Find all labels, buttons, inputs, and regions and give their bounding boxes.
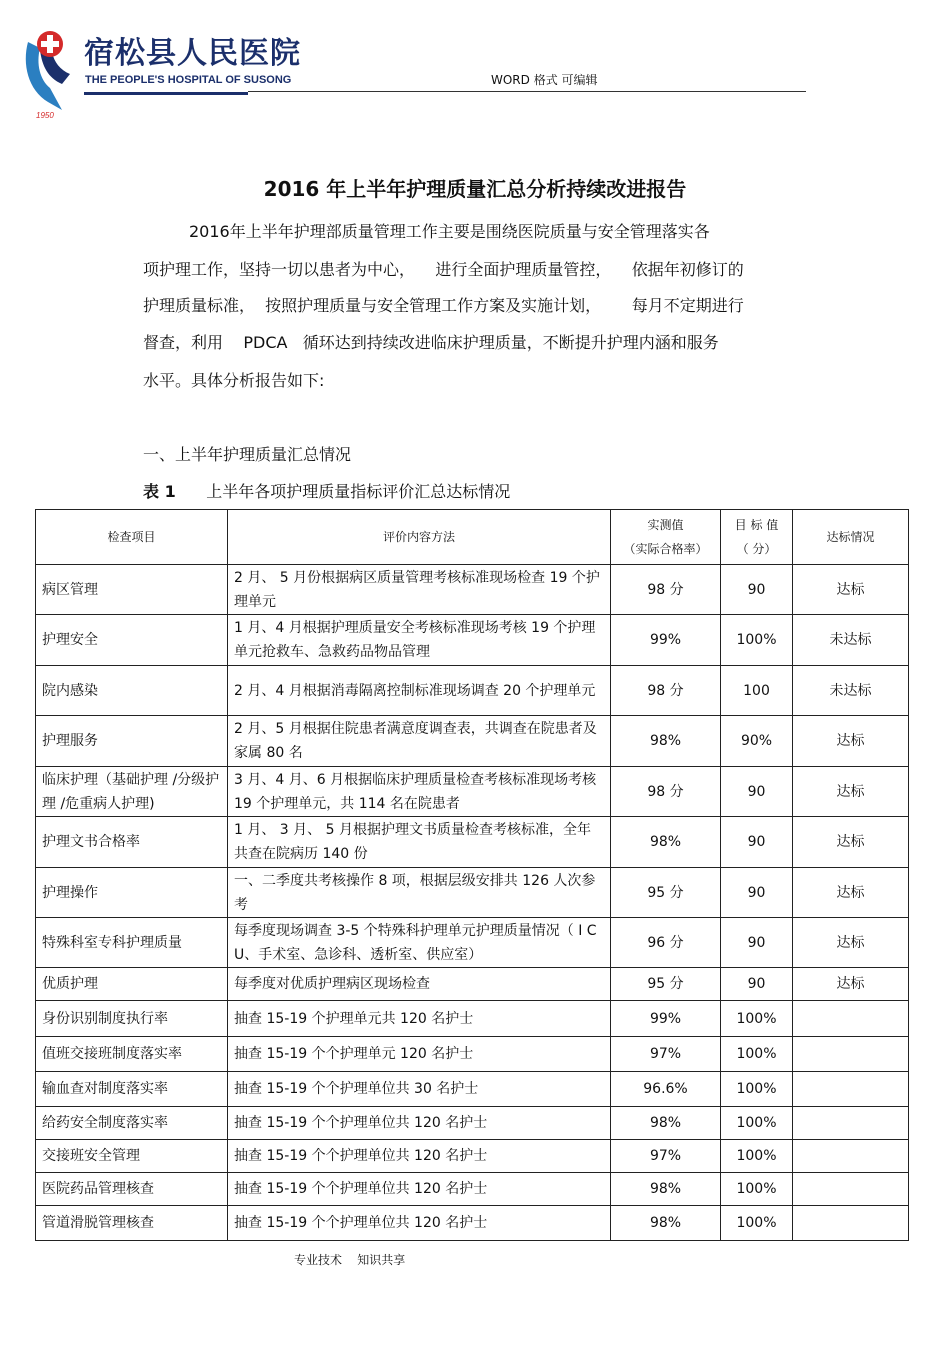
- row-target: 100%: [721, 1037, 793, 1072]
- row-item: 特殊科室专科护理质量: [36, 918, 228, 968]
- row-item: 交接班安全管理: [36, 1140, 228, 1173]
- table-row: [36, 615, 909, 666]
- row-target: 90: [721, 968, 793, 1001]
- row-status: 未达标: [793, 615, 909, 666]
- row-target: 90%: [721, 716, 793, 767]
- row-method: 抽查 15-19 个个护理单位共 120 名护士: [228, 1206, 611, 1241]
- intro-line-2: 项护理工作，坚持一切以患者为中心， 进行全面护理质量管控， 依据年初修订的: [143, 260, 744, 279]
- row-measured: 99%: [611, 1001, 721, 1037]
- row-measured: 95 分: [611, 868, 721, 918]
- row-target: 90: [721, 767, 793, 817]
- row-measured: 98 分: [611, 767, 721, 817]
- row-item: 管道滑脱管理核查: [36, 1206, 228, 1241]
- table-caption-text: 上半年各项护理质量指标评价汇总达标情况: [206, 482, 511, 501]
- table-row: [36, 968, 909, 1001]
- row-target: 100%: [721, 615, 793, 666]
- row-method: 一、二季度共考核操作 8 项，根据层级安排共 126 人次参考: [228, 868, 611, 918]
- row-method: 2 月、5 月根据住院患者满意度调查表，共调查在院患者及家属 80 名: [228, 716, 611, 767]
- row-measured: 96.6%: [611, 1072, 721, 1107]
- page-footer: 专业技术 知识共享: [294, 1253, 406, 1267]
- row-status: 达标: [793, 767, 909, 817]
- row-target: 100%: [721, 1206, 793, 1241]
- row-method: 抽查 15-19 个个护理单位共 30 名护士: [228, 1072, 611, 1107]
- row-measured: 98 分: [611, 565, 721, 615]
- intro-line-4: 督查，利用 PDCA 循环达到持续改进临床护理质量，不断提升护理内涵和服务: [143, 333, 719, 352]
- row-measured: 98 分: [611, 666, 721, 716]
- row-method: 1 月、 3 月、 5 月根据护理文书质量检查考核标准，全年共查在院病历 140 份: [228, 817, 611, 868]
- row-item: 病区管理: [36, 565, 228, 615]
- row-measured: 98%: [611, 716, 721, 767]
- row-item: 给药安全制度落实率: [36, 1107, 228, 1140]
- table-header-row: [36, 510, 909, 565]
- table-caption-label: 表 1: [143, 482, 176, 501]
- table-row: [36, 1001, 909, 1037]
- row-target: 90: [721, 868, 793, 918]
- table-row: [36, 1140, 909, 1173]
- row-item: 护理操作: [36, 868, 228, 918]
- logo-year: 1950: [36, 111, 54, 120]
- header-divider: [248, 91, 806, 92]
- row-item: 院内感染: [36, 666, 228, 716]
- table-row: [36, 666, 909, 716]
- row-item: 护理安全: [36, 615, 228, 666]
- row-status: [793, 1072, 909, 1107]
- row-method: 2 月、4 月根据消毒隔离控制标准现场调查 20 个护理单元: [228, 666, 611, 716]
- row-status: 达标: [793, 968, 909, 1001]
- section-heading: 一、上半年护理质量汇总情况: [143, 445, 352, 464]
- row-item: 医院药品管理核查: [36, 1173, 228, 1206]
- row-measured: 98%: [611, 817, 721, 868]
- header-measured: 实测值 （实际合格率）: [611, 510, 721, 565]
- intro-line-5: 水平。具体分析报告如下:: [143, 371, 325, 390]
- row-measured: 98%: [611, 1107, 721, 1140]
- row-status: [793, 1206, 909, 1241]
- row-target: 100: [721, 666, 793, 716]
- table-caption: [143, 479, 510, 502]
- row-item: 护理服务: [36, 716, 228, 767]
- report-title: 2016 年上半年护理质量汇总分析持续改进报告: [263, 177, 687, 201]
- row-method: 抽查 15-19 个个护理单位共 120 名护士: [228, 1107, 611, 1140]
- row-measured: 99%: [611, 615, 721, 666]
- row-target: 100%: [721, 1001, 793, 1037]
- row-status: [793, 1001, 909, 1037]
- table-row: [36, 868, 909, 918]
- row-item: 值班交接班制度落实率: [36, 1037, 228, 1072]
- hospital-logo: [22, 24, 78, 120]
- quality-summary-table: [35, 509, 909, 1241]
- row-status: 达标: [793, 868, 909, 918]
- table-row: [36, 1072, 909, 1107]
- row-measured: 95 分: [611, 968, 721, 1001]
- table-row: [36, 1206, 909, 1241]
- table-row: [36, 1107, 909, 1140]
- row-method: 抽查 15-19 个护理单元共 120 名护士: [228, 1001, 611, 1037]
- row-target: 100%: [721, 1072, 793, 1107]
- row-status: [793, 1173, 909, 1206]
- header-status: 达标情况: [793, 510, 909, 565]
- table-row: [36, 1173, 909, 1206]
- row-measured: 97%: [611, 1140, 721, 1173]
- table-row: [36, 716, 909, 767]
- header-method: 评价内容方法: [228, 510, 611, 565]
- row-status: 达标: [793, 918, 909, 968]
- table-row: [36, 1037, 909, 1072]
- header-note: WORD 格式 可编辑: [491, 73, 598, 87]
- row-item: 身份识别制度执行率: [36, 1001, 228, 1037]
- row-status: 达标: [793, 817, 909, 868]
- intro-line-3: 护理质量标准， 按照护理质量与安全管理工作方案及实施计划， 每月不定期进行: [143, 296, 744, 315]
- row-target: 90: [721, 817, 793, 868]
- row-status: [793, 1140, 909, 1173]
- row-item: 优质护理: [36, 968, 228, 1001]
- row-status: 达标: [793, 716, 909, 767]
- hospital-name-cn: 宿松县人民医院: [84, 36, 301, 71]
- logo-underline: [84, 92, 248, 95]
- hospital-name-en: THE PEOPLE'S HOSPITAL OF SUSONG: [85, 74, 292, 86]
- row-method: 1 月、4 月根据护理质量安全考核标准现场考核 19 个护理单元抢救车、急救药品物品管理: [228, 615, 611, 666]
- row-item: 护理文书合格率: [36, 817, 228, 868]
- table-row: [36, 918, 909, 968]
- row-method: 每季度现场调查 3-5 个特殊科护理单元护理质量情况（ I C U、手术室、急诊科、透析室、供应室）: [228, 918, 611, 968]
- header-item: 检查项目: [36, 510, 228, 565]
- row-measured: 98%: [611, 1206, 721, 1241]
- row-method: 2 月、 5 月份根据病区质量管理考核标准现场检查 19 个护理单元: [228, 565, 611, 615]
- row-method: 每季度对优质护理病区现场检查: [228, 968, 611, 1001]
- row-target: 90: [721, 918, 793, 968]
- table-row: [36, 565, 909, 615]
- row-status: 达标: [793, 565, 909, 615]
- row-measured: 97%: [611, 1037, 721, 1072]
- row-status: 未达标: [793, 666, 909, 716]
- intro-line-1: 2016年上半年护理部质量管理工作主要是围绕医院质量与安全管理落实各: [189, 222, 710, 241]
- row-method: 抽查 15-19 个个护理单位共 120 名护士: [228, 1173, 611, 1206]
- row-target: 90: [721, 565, 793, 615]
- row-status: [793, 1107, 909, 1140]
- row-method: 3 月、4 月、6 月根据临床护理质量检查考核标准现场考核 19 个护理单元，共 114 名在院患者: [228, 767, 611, 817]
- header-target: 目 标 值 （ 分）: [721, 510, 793, 565]
- row-method: 抽查 15-19 个个护理单元 120 名护士: [228, 1037, 611, 1072]
- row-target: 100%: [721, 1173, 793, 1206]
- row-item: 临床护理（基础护理 /分级护理 /危重病人护理): [36, 767, 228, 817]
- table-row: [36, 767, 909, 817]
- table-row: [36, 817, 909, 868]
- row-target: 100%: [721, 1107, 793, 1140]
- row-measured: 98%: [611, 1173, 721, 1206]
- row-measured: 96 分: [611, 918, 721, 968]
- row-method: 抽查 15-19 个个护理单位共 120 名护士: [228, 1140, 611, 1173]
- row-target: 100%: [721, 1140, 793, 1173]
- row-item: 输血查对制度落实率: [36, 1072, 228, 1107]
- row-status: [793, 1037, 909, 1072]
